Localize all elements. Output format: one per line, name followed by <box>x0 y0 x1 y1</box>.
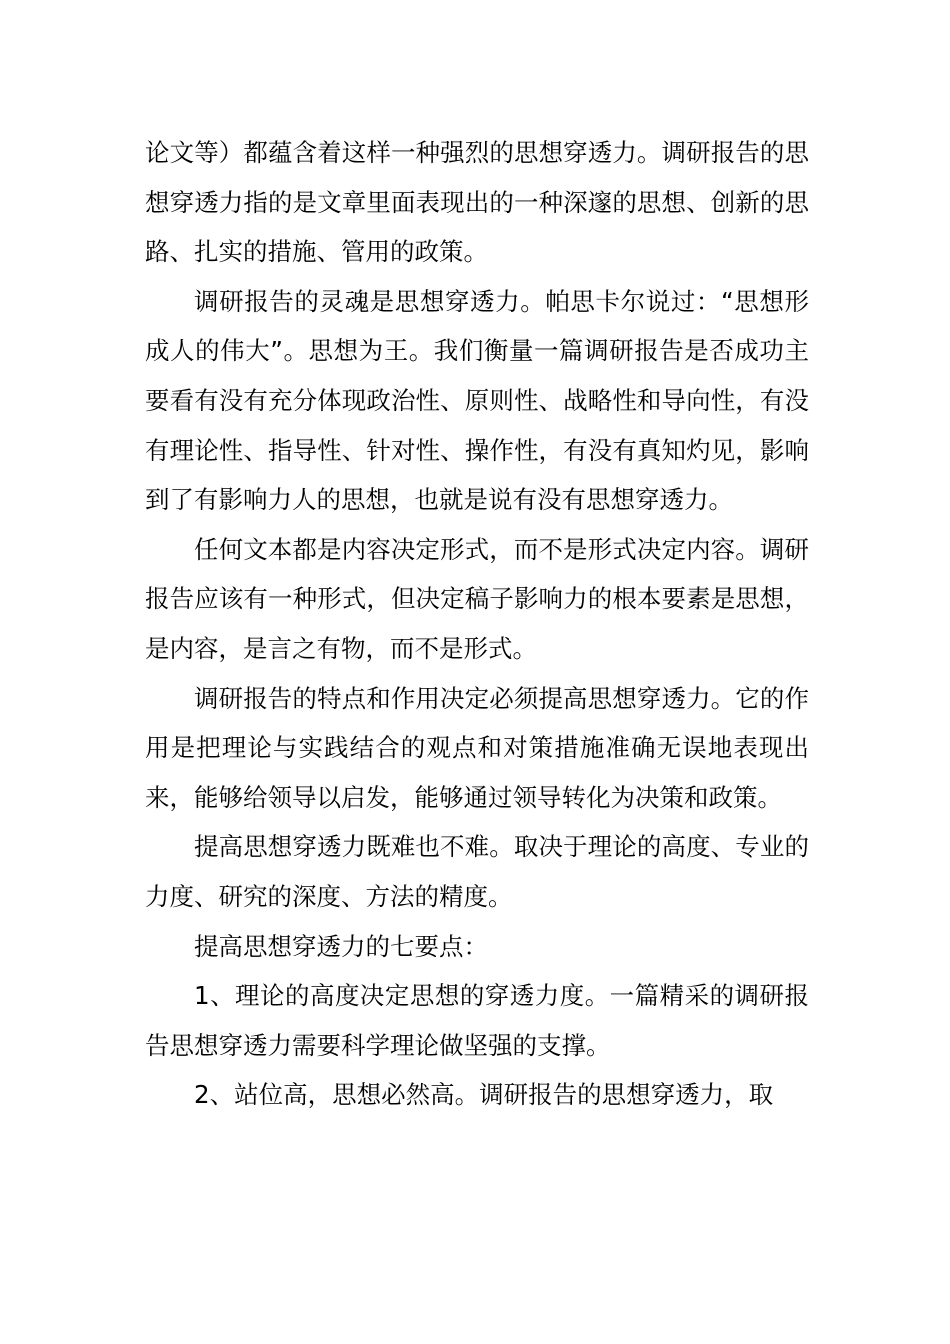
document-body <box>145 128 809 1120</box>
paragraph-soul-of-report: 调研报告的灵魂是思想穿透力。帕思卡尔说过：“思想形成人的伟大”。思想为王。我们衡量一篇调研报告是否成功主要看有没有充分体现政治性、原则性、战略性和导向性，有没有理论性、指导性、针对性、操作性，有没有真知灼见，影响到了有影响力人的思想，也就是说有没有思想穿透力。 <box>145 286 809 515</box>
paragraph-continuation: 论文等）都蕴含着这样一种强烈的思想穿透力。调研报告的思想穿透力指的是文章里面表现出的一种深邃的思想、创新的思路、扎实的措施、管用的政策。 <box>145 138 809 267</box>
paragraph-point-2: 2、站位高，思想必然高。调研报告的思想穿透力，取 <box>194 1080 774 1110</box>
paragraph-seven-points-heading: 提高思想穿透力的七要点： <box>194 931 488 961</box>
paragraph-features-and-role: 调研报告的特点和作用决定必须提高思想穿透力。它的作用是把理论与实践结合的观点和对策措施准确无误地表现出来，能够给领导以启发，能够通过领导转化为决策和政策。 <box>145 683 809 812</box>
paragraph-difficulty: 提高思想穿透力既难也不难。取决于理论的高度、专业的力度、研究的深度、方法的精度。 <box>145 832 809 911</box>
paragraph-point-1: 1、理论的高度决定思想的穿透力度。一篇精采的调研报告思想穿透力需要科学理论做坚强的支撑。 <box>145 981 809 1060</box>
paragraph-content-decides-form: 任何文本都是内容决定形式，而不是形式决定内容。调研报告应该有一种形式，但决定稿子影响力的根本要素是思想，是内容，是言之有物，而不是形式。 <box>145 534 809 663</box>
